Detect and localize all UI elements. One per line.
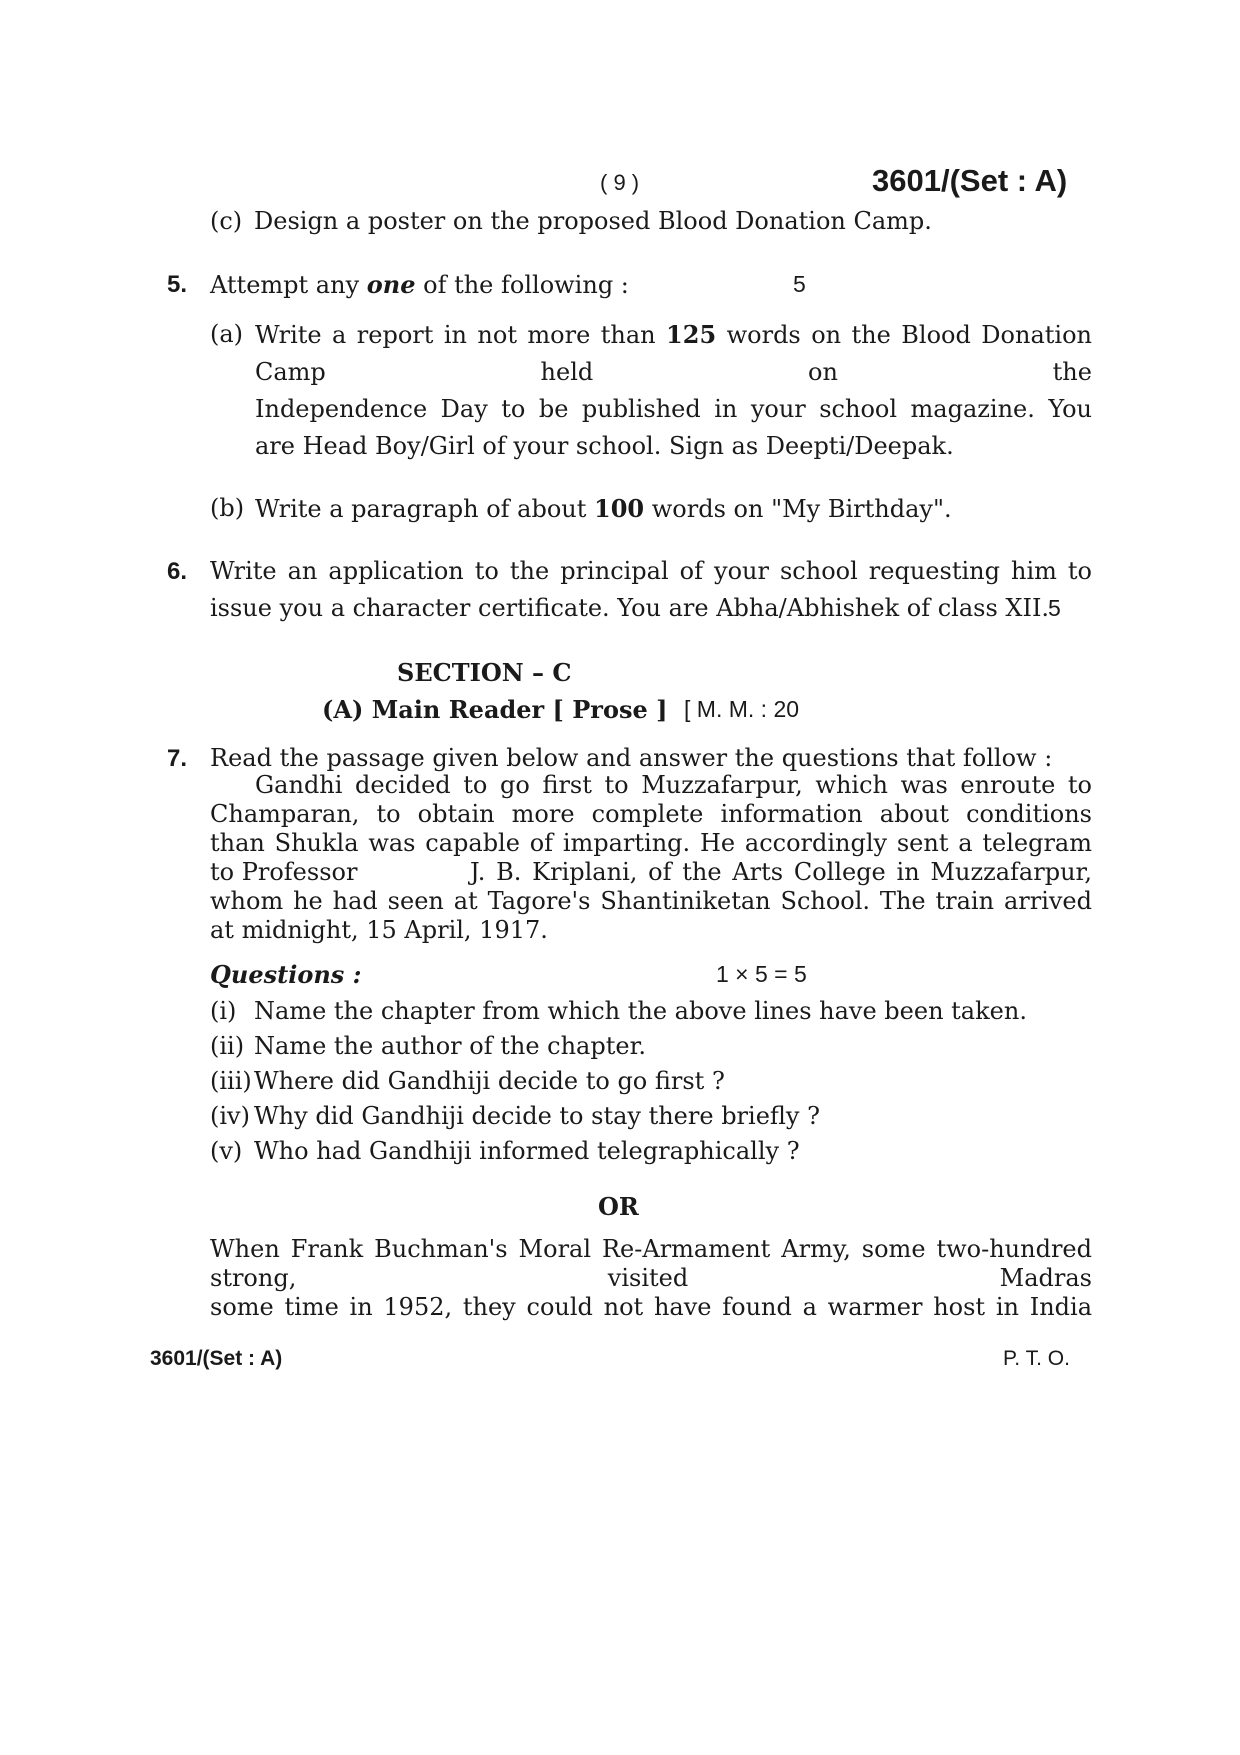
q5-b-text [255, 490, 1092, 528]
q7-question-text: Why did Gandhiji decide to stay there briefly ? [254, 1102, 820, 1130]
q4-c-item [210, 203, 1110, 240]
q7-question-text: Where did Gandhiji decide to go first ? [254, 1067, 725, 1095]
q5-b-bold: 100 [594, 494, 645, 523]
footer-pto: P. T. O. [1003, 1347, 1070, 1370]
q7-question-text: Who had Gandhiji informed telegraphically ? [254, 1137, 800, 1165]
q7-question-label: (ii) [210, 1032, 245, 1060]
q7-intro: Read the passage given below and answer the questions that follow : [210, 744, 1053, 772]
section-c-max-marks: [ M. M. : 20 [684, 696, 800, 722]
section-c-title: SECTION – C [397, 658, 572, 687]
q5-text-after: of the following : [415, 271, 629, 299]
q5-a-line2 [255, 354, 1092, 391]
q7-questions-marks: 1 × 5 = 5 [716, 961, 807, 987]
q7-passage2-line1: When Frank Buchman's Moral Re-Armament Army, some two-hundred [210, 1235, 1092, 1263]
q7-passage-line5: whom he had seen at Tagore's Shantiniketan School. The train arrived [210, 887, 1092, 915]
q7-passage2-word: strong, [210, 1264, 297, 1292]
q5-text-before: Attempt any [210, 271, 367, 299]
q7-passage-line4b: J. B. Kriplani, of the Arts College in Muzzafarpur, [470, 858, 1092, 886]
q6-line1: Write an application to the principal of your school requesting him to [210, 557, 1092, 585]
q7-passage2-word: Madras [999, 1264, 1092, 1292]
q7-passage2-word: visited [607, 1264, 689, 1292]
q7-question [210, 1133, 800, 1170]
footer-paper-code: 3601/(Set : A) [150, 1347, 283, 1370]
q7-question [210, 1098, 820, 1135]
q7-passage-line3: than Shukla was capable of imparting. He accordingly sent a telegram [210, 829, 1092, 857]
q5-a-l1-after: words on the Blood Donation [716, 321, 1092, 349]
q5-a-l2-word: held [540, 358, 594, 386]
q7-or-divider: OR [598, 1192, 639, 1221]
q5-b-after: words on "My Birthday". [644, 495, 952, 523]
q5-text-em: one [366, 270, 416, 299]
q5-a-line1 [255, 316, 1092, 354]
q7-passage-line1: Gandhi decided to go first to Muzzafarpur, which was enroute to [255, 771, 1092, 799]
q7-questions-label: Questions : [210, 960, 362, 989]
q6-line2: issue you a character certificate. You are Abha/Abhishek of class XII. [210, 594, 1050, 622]
q5-a-line4: are Head Boy/Girl of your school. Sign as Deepti/Deepak. [255, 432, 954, 460]
q7-question-text: Name the author of the chapter. [254, 1032, 647, 1060]
q7-passage-line2: Champaran, to obtain more complete information about conditions [210, 800, 1092, 828]
q4-c-label: (c) [210, 207, 243, 235]
q7-number: 7. [167, 745, 188, 772]
q7-passage2-line2 [210, 1264, 1092, 1293]
q7-question [210, 1063, 725, 1100]
q7-question [210, 993, 1027, 1030]
q7-question-text: Name the chapter from which the above lines have been taken. [254, 997, 1027, 1025]
q6-number: 6. [167, 558, 188, 585]
q5-b-before: Write a paragraph of about [255, 495, 595, 523]
q7-question-label: (iv) [210, 1102, 250, 1130]
q7-passage-line6: at midnight, 15 April, 1917. [210, 916, 548, 944]
q7-question [210, 1028, 646, 1065]
q5-a-l1-before: Write a report in not more than [255, 321, 667, 349]
q7-question-label: (iii) [210, 1067, 252, 1095]
q5-marks: 5 [793, 271, 806, 297]
q5-a-l2-word: the [1052, 358, 1092, 386]
q7-question-label: (i) [210, 997, 237, 1025]
q4-c-text: Design a poster on the proposed Blood Donation Camp. [254, 207, 932, 235]
q5-a-l1-bold: 125 [666, 320, 717, 349]
q5-b-label: (b) [210, 494, 245, 522]
q5-a-label: (a) [210, 320, 244, 348]
q5-a-l2-word: on [808, 358, 838, 386]
q5-a-line3: Independence Day to be published in your school magazine. You [255, 395, 1092, 423]
page-number: ( 9 ) [600, 170, 640, 195]
q5-number: 5. [167, 271, 188, 298]
section-c-subtitle: (A) Main Reader [ Prose ] [322, 695, 668, 724]
header-paper-code: 3601/(Set : A) [872, 163, 1068, 198]
q5-instruction [210, 266, 629, 304]
q5-a-l2-word: Camp [255, 358, 326, 386]
q7-passage-line4a: to Professor [210, 858, 358, 886]
q6-marks: 5 [1048, 595, 1061, 621]
q7-passage2-line3: some time in 1952, they could not have found a warmer host in India [210, 1293, 1092, 1321]
q7-question-label: (v) [210, 1137, 243, 1165]
